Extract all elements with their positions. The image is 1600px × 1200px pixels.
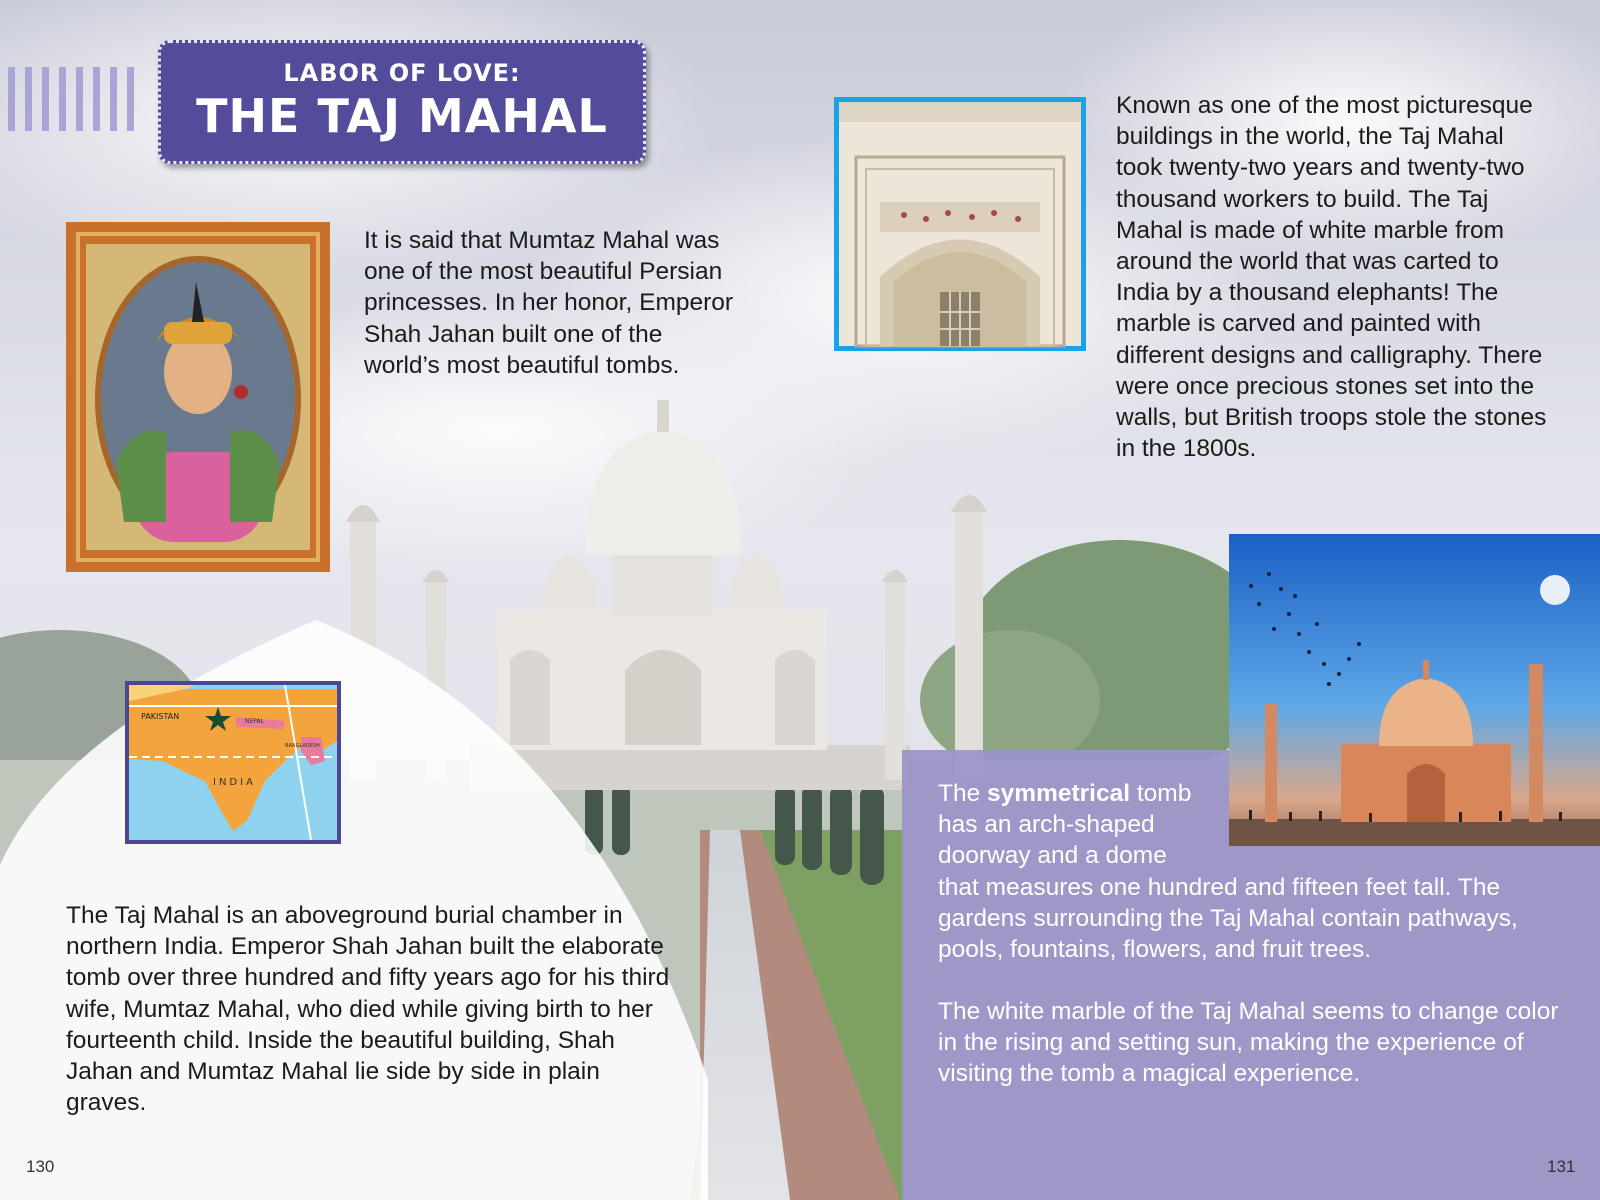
page-number-left: 130	[26, 1157, 55, 1176]
taj-arch-detail-image	[834, 97, 1086, 351]
map-label-bangladesh: BANGLADESH	[285, 743, 320, 749]
map-label-india: INDIA	[213, 777, 256, 788]
map-label-nepal: NEPAL	[245, 718, 264, 725]
page-title: THE TAJ MAHAL	[196, 89, 608, 143]
photo-wrap-spacer	[1208, 778, 1578, 868]
india-map-image	[125, 681, 341, 844]
title-small: LABOR OF LOVE:	[283, 59, 521, 87]
known-paragraph: Known as one of the most picturesque buildings in the world, the Taj Mahal took twenty-two years and twenty-two thousand workers to build. The Taj Mahal is made of white marble from around the world that was carted to India by a thousand elephants! The marble is carved and painted with different designs and calligraphy. There were once precious stones set into the walls, but British troops stole the stones in the 1800s.	[1116, 92, 1547, 463]
symmetrical-paragraph-part1	[938, 778, 1578, 965]
title-banner	[158, 40, 646, 164]
symmetrical-term: symmetrical	[987, 780, 1131, 807]
symmetrical-text-pre: The	[938, 780, 988, 807]
map-label-pakistan: PAKISTAN	[141, 712, 180, 721]
mumtaz-paragraph: It is said that Mumtaz Mahal was one of the most beautiful Persian princesses. In her honor, Emperor Shah Jahan built one of the world’s most beautiful tombs.	[364, 227, 734, 379]
symmetrical-text-post: tomb has an arch-shaped doorway and a dome that measures one hundred and fifteen feet tall. The gardens surrounding the Taj Mahal contain pathways, pools, fountains, flowers, and fruit trees.	[938, 780, 1518, 964]
decorative-stripes	[8, 67, 134, 131]
marble-paragraph: The white marble of the Taj Mahal seems to change color in the rising and setting sun, making the experience of visiting the tomb a magical experience.	[938, 998, 1559, 1088]
burial-chamber-paragraph: The Taj Mahal is an aboveground burial chamber in northern India. Emperor Shah Jahan built the elaborate tomb over three hundred and fifty years ago for his third wife, Mumtaz Mahal, who died while giving birth to her fourteenth child. Inside the beautiful building, Shah Jahan and Mumtaz Mahal lie side by side in plain graves.	[66, 902, 670, 1117]
mumtaz-mahal-portrait-image	[66, 222, 330, 572]
page-number-right: 131	[1547, 1157, 1576, 1176]
